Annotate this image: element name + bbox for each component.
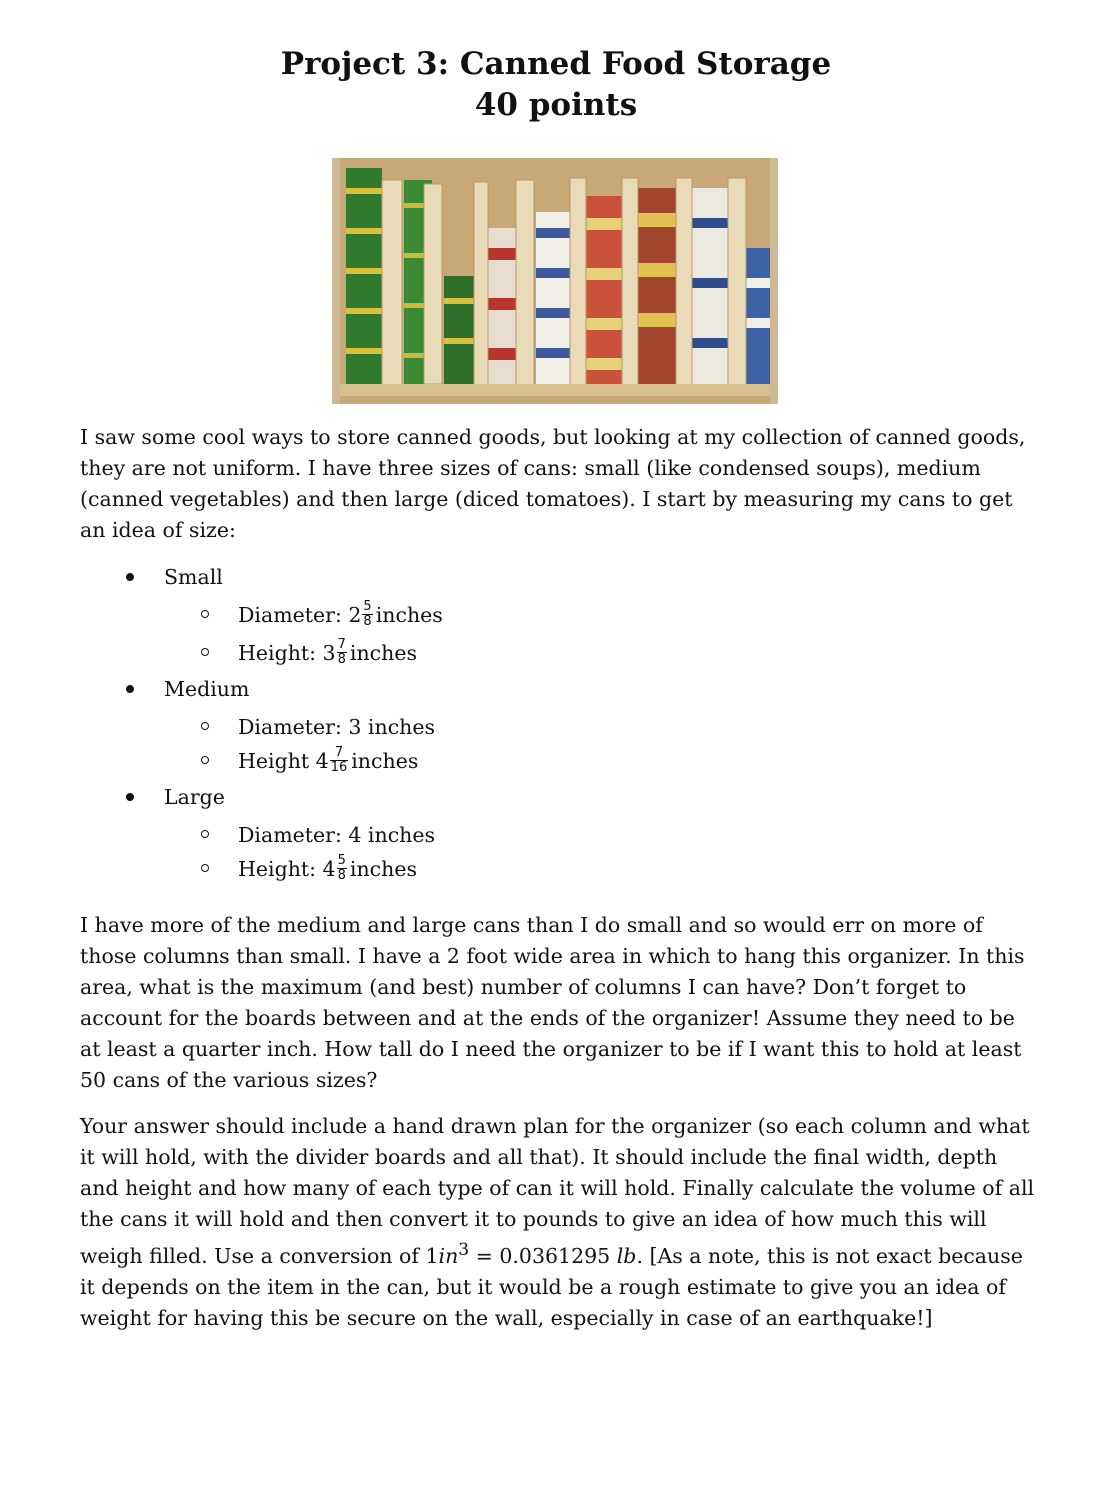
measure-text: Diameter: 3 inches [238, 715, 436, 739]
large-height [80, 850, 880, 888]
sub-bullet-circle [201, 830, 209, 838]
sub-bullet-circle [201, 648, 209, 656]
small-diameter [80, 596, 880, 634]
can-size-label: Small [164, 565, 223, 589]
can-column-8 [692, 188, 728, 388]
instructions-note: . [As a note, this is not exact because it depends on the item in the can, but it would be a rough estimate to give you an idea of weight for having this be secure on the wall, especially in case of an earthquake!] [80, 1243, 1023, 1330]
measure-prefix: Height: 4 [238, 857, 336, 881]
conversion-formula: $1in^3 = 0.0361295$ lb [425, 1240, 637, 1268]
measure-unit: inches [349, 857, 417, 881]
can-column-3 [444, 276, 474, 388]
measure-prefix: Diameter: 2 [238, 603, 362, 627]
can-size-list [80, 560, 880, 888]
canned-food-rack-photo [332, 158, 778, 404]
can-column-6 [586, 196, 624, 388]
small-height [80, 634, 880, 672]
can-column-7 [638, 188, 676, 388]
rack-illustration [332, 158, 778, 404]
measure-unit: inches [349, 641, 417, 665]
can-column-4 [484, 228, 518, 388]
title-line-2: 40 points [474, 87, 638, 123]
list-item-medium [80, 672, 880, 708]
large-diameter [80, 816, 880, 850]
measure-prefix: Height 4 [238, 749, 329, 773]
medium-diameter [80, 708, 880, 742]
list-item-large [80, 780, 880, 816]
page-title [0, 44, 1112, 126]
can-size-label: Large [164, 785, 225, 809]
can-column-9 [746, 248, 770, 388]
medium-height [80, 742, 880, 780]
list-item-small [80, 560, 880, 596]
bullet-dot [126, 685, 134, 693]
fraction: $\frac{7}{8}$ [337, 637, 346, 667]
fraction: $\frac{7}{16}$ [330, 745, 348, 775]
title-line-1: Project 3: Canned Food Storage [280, 46, 832, 82]
bullet-dot [126, 573, 134, 581]
can-column-5 [536, 212, 570, 388]
can-size-label: Medium [164, 677, 250, 701]
sub-bullet-circle [201, 610, 209, 618]
question-paragraph: I have more of the medium and large cans than I do small and so would err on more of those columns than small. I have a 2 foot wide area in which to hang this organizer. In this area, what is the maximum (and best) number of columns I can have? Don’t forget to account for the boards between and at the ends of the organizer! Assume they need to be at least a quarter inch. How tall do I need the organizer to be if I want this to hold at least 50 cans of the various sizes? [80, 913, 1025, 1092]
sub-bullet-circle [201, 722, 209, 730]
sub-bullet-circle [201, 864, 209, 872]
fraction: $\frac{5}{8}$ [337, 853, 346, 883]
instructions-text: Your answer should include a hand drawn plan for the organizer (so each column and what it will hold, with the divider boards and all that). It should include the final width, depth and height and how many of each type of can it will hold. Finally calculate the volume of all the cans it will hold and then convert it to pounds to give an idea of how much this will weigh filled. Use a conversion of [80, 1114, 1035, 1268]
sub-bullet-circle [201, 756, 209, 764]
intro-paragraph: I saw some cool ways to store canned goods, but looking at my collection of canned goods, they are not uniform. I have three sizes of cans: small (like condensed soups), medium (canned vegetables) and then large (diced tomatoes). I start by measuring my cans to get an idea of size: [80, 425, 1026, 542]
can-column-1 [346, 168, 382, 388]
measure-prefix: Height: 3 [238, 641, 336, 665]
measure-unit: inches [351, 749, 419, 773]
measure-unit: inches [375, 603, 443, 627]
fraction: $\frac{5}{8}$ [363, 599, 372, 629]
measure-text: Diameter: 4 inches [238, 823, 436, 847]
bullet-dot [126, 793, 134, 801]
instructions-paragraph [80, 1111, 1040, 1334]
